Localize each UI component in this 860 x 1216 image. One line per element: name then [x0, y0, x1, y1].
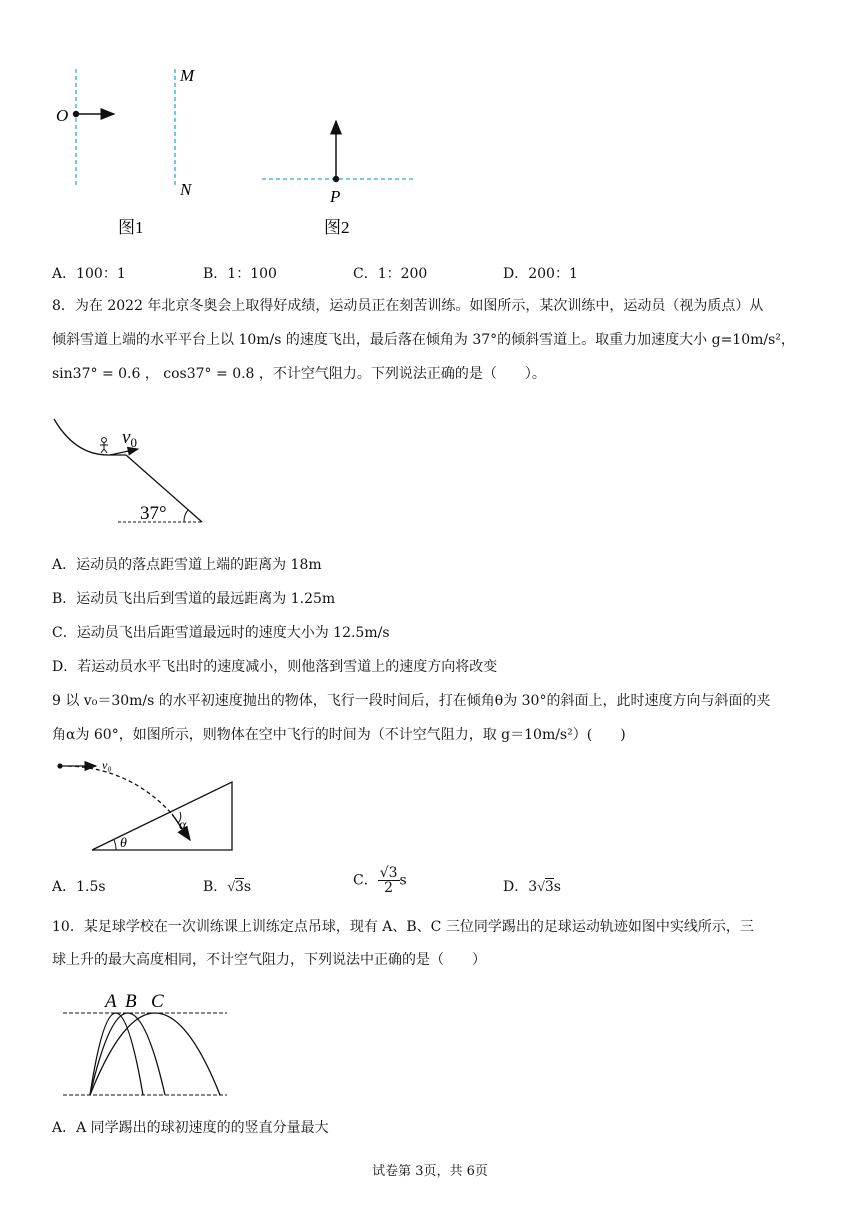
q8-line-1: 8．为在 2022 年北京冬奥会上取得好成绩，运动员正在刻苦训练。如图所示，某次训练中，运动员（视为质点）从: [52, 298, 764, 314]
q10-label-c: C: [151, 991, 164, 1012]
q9-incline: [92, 782, 232, 850]
q9-option-b: B．√3s: [203, 879, 252, 895]
q10-label-b: B: [125, 991, 137, 1012]
q8-line-2: 倾斜雪道上端的水平平台上以 10m/s 的速度飞出，最后落在倾角为 37°的倾斜雪道上。取重力加速度大小 g=10m/s²，: [52, 332, 795, 348]
q9-fig-alpha: α: [179, 818, 187, 833]
q7-option-c: C．1：200: [353, 266, 428, 282]
fig1-label-n: N: [180, 180, 192, 199]
q10-option-a: A．A 同学踢出的球初速度的的竖直分量最大: [52, 1120, 329, 1136]
q9-fig-theta: θ: [120, 836, 127, 851]
q7-option-b: B．1：100: [203, 266, 277, 282]
q8-option-a: A．运动员的落点距雪道上端的距离为 18m: [52, 557, 322, 573]
q10-label-a: A: [105, 991, 117, 1012]
q9-trajectory: [68, 766, 172, 814]
q8-fig-v0: $v_0$: [122, 427, 137, 450]
fig2-caption: 图2: [324, 218, 350, 237]
q10-curve-c: [90, 1013, 220, 1095]
q8-ski-slope-figure: [50, 415, 220, 530]
page-footer: 试卷第 3页，共 6页: [372, 1164, 488, 1179]
q10-curve-a: [90, 1013, 143, 1095]
q8-option-c: C．运动员飞出后距雪道最远时的速度大小为 12.5m/s: [52, 625, 390, 641]
q10-line-2: 球上升的最大高度相同，不计空气阻力，下列说法中正确的是（ ）: [52, 952, 486, 968]
q10-trajectory-figure: [55, 985, 235, 1100]
q9-line-2: 角α为 60°，如图所示，则物体在空中飞行的时间为（不计空气阻力，取 g＝10m/s²）( ): [52, 727, 626, 743]
q9-theta-arc: [114, 840, 116, 850]
fig1-label-o: O: [56, 106, 69, 125]
q8-fig-angle: 37°: [140, 503, 167, 524]
figure-1-2: [40, 55, 440, 245]
skier-icon: [100, 438, 108, 453]
q8-curved-ramp: [54, 419, 108, 455]
q10-line-1: 10．某足球学校在一次训练课上训练定点吊球，现有 A、B、C 三位同学踢出的足球运动轨迹如图中实线所示，三: [52, 919, 754, 935]
fig1-label-m: M: [180, 66, 195, 85]
fig1-caption: 图1: [118, 218, 144, 237]
q8-angle-arc: [184, 510, 188, 522]
q9-option-a: A．1.5s: [52, 879, 106, 895]
q9-option-c: C． $\frac{√3}{2}$ s: [353, 865, 407, 896]
q9-option-d: D．3√3s: [503, 879, 561, 895]
q9-line-1: 9 以 v₀＝30m/s 的水平初速度抛出的物体，飞行一段时间后，打在倾角θ为 30°的斜面上，此时速度方向与斜面的夹: [52, 693, 771, 709]
q10-curve-b: [90, 1013, 165, 1095]
q7-option-d: D．200：1: [503, 266, 578, 282]
q8-option-b: B．运动员飞出后到雪道的最远距离为 1.25m: [52, 591, 336, 607]
q9-incline-figure: [50, 752, 250, 856]
q9-fig-v0: v₀: [102, 758, 112, 772]
q8-option-d: D．若运动员水平飞出时的速度减小，则他落到雪道上的速度方向将改变: [52, 659, 498, 675]
q7-option-a: A．100：1: [52, 266, 126, 282]
q8-line-3: sin37° = 0.6 ， cos37° = 0.8 ，不计空气阻力。下列说法正确的是（ ）。: [52, 366, 546, 382]
fig2-label-p: P: [330, 187, 341, 206]
